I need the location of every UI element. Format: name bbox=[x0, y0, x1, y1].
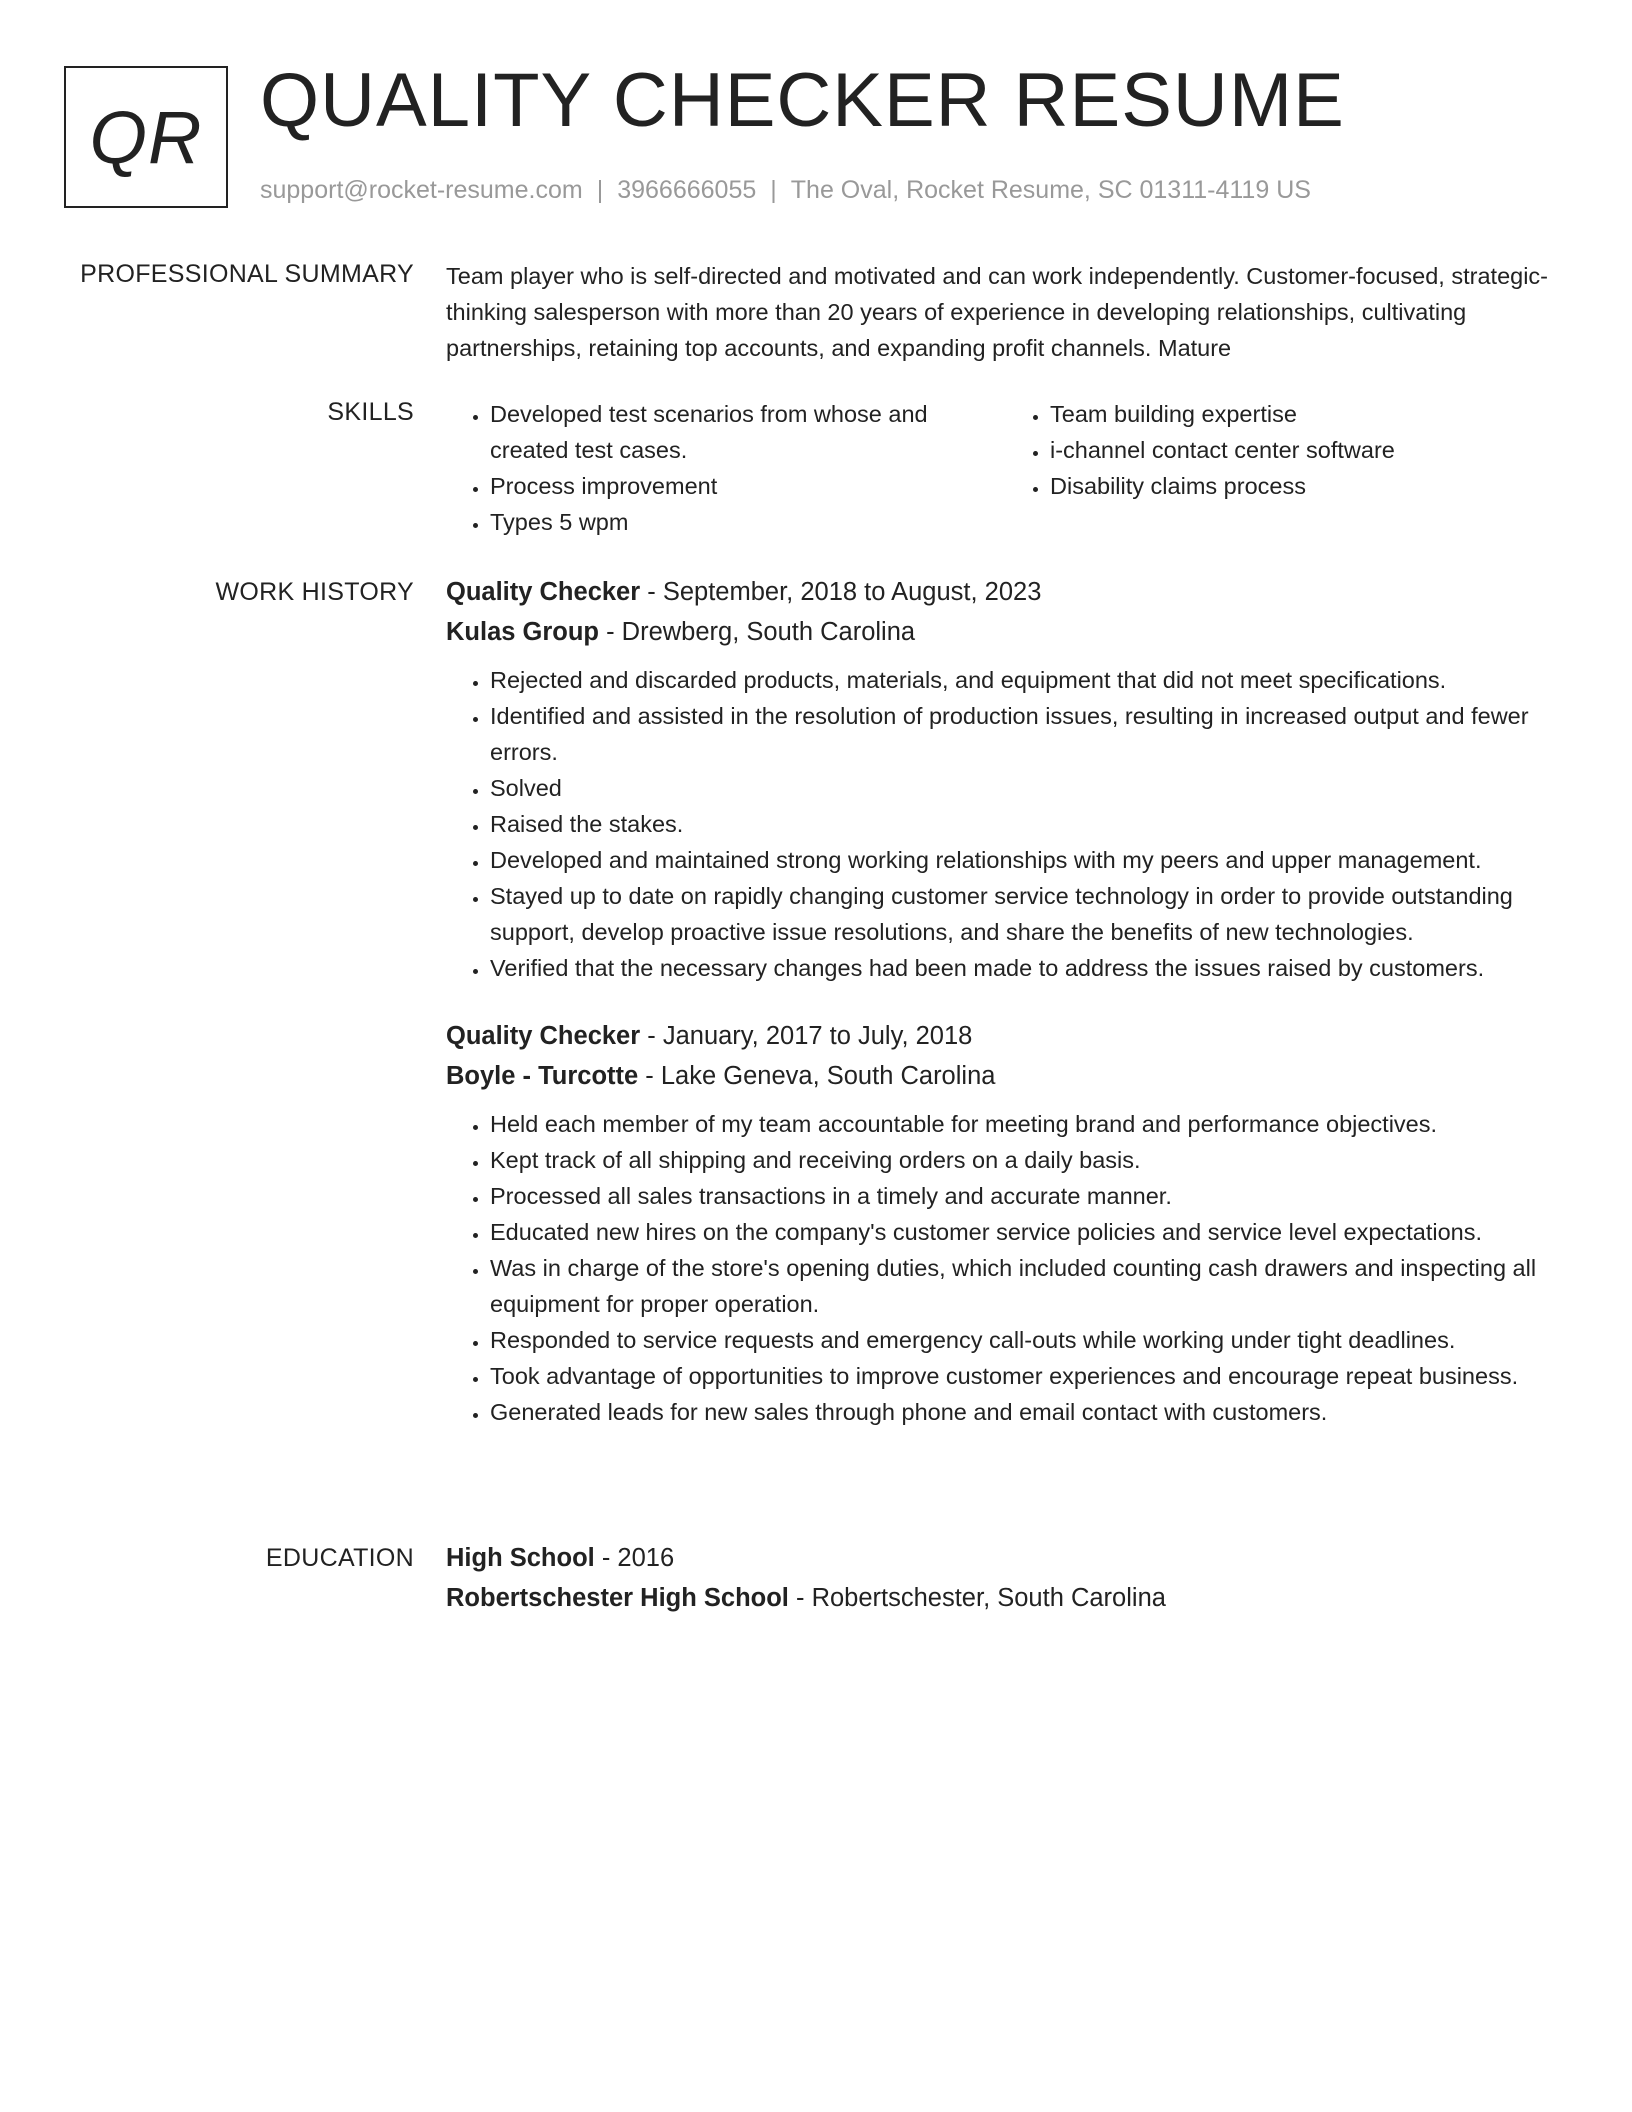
job-entry bbox=[446, 572, 1566, 986]
contact-phone[interactable]: 3966666055 bbox=[617, 176, 757, 204]
job-company-line bbox=[446, 1056, 1566, 1096]
job-entry bbox=[446, 1016, 1566, 1430]
job-company: Kulas Group bbox=[446, 618, 600, 646]
section-label-work: WORK HISTORY bbox=[215, 578, 414, 606]
section-label-summary: PROFESSIONAL SUMMARY bbox=[80, 260, 414, 288]
list-item: • Developed test scenarios from whose and created test cases. bbox=[490, 396, 1006, 468]
list-item: • Took advantage of opportunities to improve customer experiences and encourage repeat business. bbox=[490, 1358, 1566, 1394]
list-item: • Responded to service requests and emergency call-outs while working under tight deadlines. bbox=[490, 1322, 1566, 1358]
education-location: - Robertschester, South Carolina bbox=[788, 1584, 1166, 1612]
contact-address: The Oval, Rocket Resume, SC 01311-4119 US bbox=[790, 176, 1311, 204]
list-item: • Generated leads for new sales through phone and email contact with customers. bbox=[490, 1394, 1566, 1430]
list-item: • Solved bbox=[490, 770, 1566, 806]
education-school-line bbox=[446, 1578, 1566, 1618]
job-title-line bbox=[446, 572, 1566, 612]
job-dates: - January, 2017 to July, 2018 bbox=[640, 1022, 973, 1050]
education-degree: High School bbox=[446, 1544, 595, 1572]
list-item: • i-channel contact center software bbox=[1050, 432, 1566, 468]
job-bullets bbox=[446, 1106, 1566, 1430]
job-title: Quality Checker bbox=[446, 1022, 641, 1050]
job-company: Boyle - Turcotte bbox=[446, 1062, 639, 1090]
contact-line bbox=[260, 174, 1311, 206]
job-location: - Lake Geneva, South Carolina bbox=[638, 1062, 996, 1090]
resume-title: QUALITY CHECKER RESUME bbox=[260, 58, 1345, 143]
list-item: • Raised the stakes. bbox=[490, 806, 1566, 842]
section-label-skills: SKILLS bbox=[327, 398, 414, 426]
contact-separator: | bbox=[596, 176, 604, 204]
work-body bbox=[446, 572, 1566, 1430]
skills-list-right bbox=[1006, 396, 1566, 540]
list-item: • Team building expertise bbox=[1050, 396, 1566, 432]
contact-email[interactable]: support@rocket-resume.com bbox=[260, 176, 583, 204]
job-company-line bbox=[446, 612, 1566, 652]
skills-list-left bbox=[446, 396, 1006, 540]
job-bullets bbox=[446, 662, 1566, 986]
list-item: • Stayed up to date on rapidly changing customer service technology in order to provide outstanding support, develop proactive issue resolutions, and share the benefits of new technologies. bbox=[490, 878, 1566, 950]
education-degree-line bbox=[446, 1538, 1566, 1578]
list-item: • Types 5 wpm bbox=[490, 504, 1006, 540]
list-item: • Held each member of my team accountable for meeting brand and performance objectives. bbox=[490, 1106, 1566, 1142]
job-dates: - September, 2018 to August, 2023 bbox=[640, 578, 1042, 606]
list-item: • Was in charge of the store's opening duties, which included counting cash drawers and inspecting all equipment for proper operation. bbox=[490, 1250, 1566, 1322]
education-school: Robertschester High School bbox=[446, 1584, 789, 1612]
list-item: • Disability claims process bbox=[1050, 468, 1566, 504]
monogram-logo: QR bbox=[64, 66, 228, 208]
skills-body bbox=[446, 396, 1566, 540]
education-body bbox=[446, 1538, 1566, 1618]
education-year: - 2016 bbox=[594, 1544, 675, 1572]
job-title: Quality Checker bbox=[446, 578, 641, 606]
list-item: • Process improvement bbox=[490, 468, 1006, 504]
list-item: • Processed all sales transactions in a timely and accurate manner. bbox=[490, 1178, 1566, 1214]
list-item: • Kept track of all shipping and receiving orders on a daily basis. bbox=[490, 1142, 1566, 1178]
section-label-education: EDUCATION bbox=[265, 1544, 414, 1572]
list-item: • Verified that the necessary changes had been made to address the issues raised by customers. bbox=[490, 950, 1566, 986]
list-item: • Educated new hires on the company's customer service policies and service level expectations. bbox=[490, 1214, 1566, 1250]
list-item: • Rejected and discarded products, materials, and equipment that did not meet specifications. bbox=[490, 662, 1566, 698]
job-location: - Drewberg, South Carolina bbox=[599, 618, 916, 646]
contact-separator: | bbox=[770, 176, 777, 204]
summary-text: Team player who is self-directed and motivated and can work independently. Customer-focused, strategic-thinking salesperson with more than 20 years of experience in developing relationships, cultivating partnerships, retaining top accounts, and expanding profit channels. Mature bbox=[446, 263, 1548, 361]
list-item: • Identified and assisted in the resolution of production issues, resulting in increased output and fewer errors. bbox=[490, 698, 1566, 770]
list-item: • Developed and maintained strong working relationships with my peers and upper management. bbox=[490, 842, 1566, 878]
job-title-line bbox=[446, 1016, 1566, 1056]
